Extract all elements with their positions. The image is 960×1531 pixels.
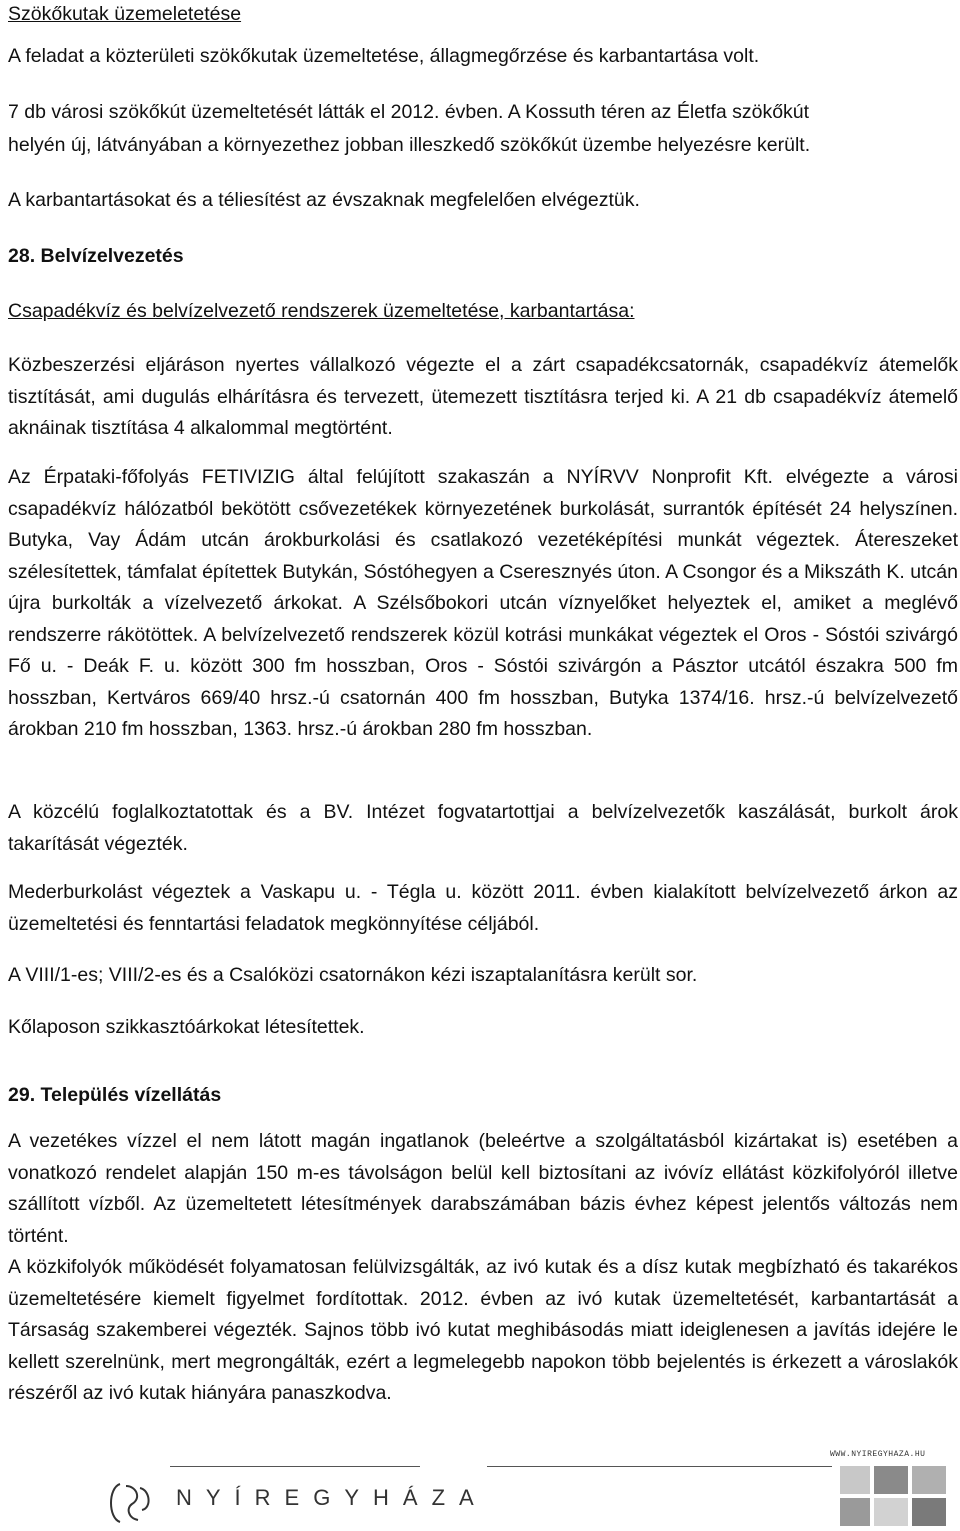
paragraph: Közbeszerzési eljáráson nyertes vállalkozó végezte el a zárt csapadékcsatornák, csapadékvíz átemelők tisztítását, ami dugulás elhárításra és tervezett, ütemezett tisztításra terjed ki. A 21 db csapadékvíz átemelő aknáinak tisztítása 4 alkalommal megtörtént.	[8, 354, 958, 439]
nyiregyhaza-logo-icon	[102, 1478, 162, 1528]
paragraph: A karbantartásokat és a téliesítést az évszaknak megfelelően elvégeztük.	[8, 189, 640, 211]
paragraph-line: helyén új, látványában a környezethez jobban illeszkedő szökőkút üzembe helyezésre került.	[8, 134, 811, 156]
paragraph: Kőlaposon szikkasztóárkokat létesítettek.	[8, 1016, 365, 1038]
paragraph: A VIII/1-es; VIII/2-es és a Csalóközi csatornákon kézi iszaptalanításra került sor.	[8, 964, 698, 986]
paragraph: Mederburkolást végeztek a Vaskapu u. - Tégla u. között 2011. évben kialakított belvízelvezető árkon az üzemeltetési és fenntartási feladatok megkönnyítése céljából.	[8, 881, 958, 935]
footer-brand: NYÍREGYHÁZA	[176, 1485, 488, 1510]
paragraph: A közcélú foglalkoztatottak és a BV. Intézet fogvatartottjai a belvízelvezetők kaszálását, burkolt árok takarítását végezték.	[8, 801, 958, 855]
decorative-squares-icon	[838, 1462, 948, 1528]
paragraph: A közkifolyók működését folyamatosan felülvizsgálták, az ivó kutak és a dísz kutak megbízható és takarékos üzemeltetésére kiemelt figyelmet fordítottak. 2012. évben az ivó kutak üzemeltetését, karbantartását a Társaság szakemberei végezték. Sajnos több ivó kutat meghibásodás miatt ideiglenesen a javítás idejére le kellett szerelnünk, mert megrongálták, ezért a legmelegebb napokon több bejelentés is érkezett a városlakók részéről az ivó kutak hiányára panaszkodva.	[8, 1256, 958, 1404]
paragraph-line: 7 db városi szökőkút üzemeltetését látták el 2012. évben. A Kossuth téren az Életfa szökőkút	[8, 101, 810, 123]
paragraph: A feladat a közterületi szökőkutak üzemeltetése, állagmegőrzése és karbantartása volt.	[8, 45, 760, 67]
footer-divider	[487, 1466, 832, 1467]
paragraph: A vezetékes vízzel el nem látott magán ingatlanok (beleértve a szolgáltatásból kizártakat is) esetében a vonatkozó rendelet alapján 150 m-es távolságon belül kell biztosítani az ivóvíz ellátást közkifolyóról illetve szállított vízből. Az üzemeltetett létesítmények darabszámában bázis évhez képest jelentős változás nem történt.	[8, 1130, 958, 1247]
section-heading-water-supply: 29. Település vízellátás	[8, 1084, 222, 1106]
footer-url: WWW.NYIREGYHAZA.HU	[830, 1450, 926, 1459]
subsection-heading: Csapadékvíz és belvízelvezető rendszerek üzemeltetése, karbantartása:	[8, 300, 635, 322]
section-heading-drainage: 28. Belvízelvezetés	[8, 245, 184, 267]
section-heading-fountains: Szökőkutak üzemeletetése	[8, 3, 242, 25]
paragraph: Az Érpataki-főfolyás FETIVIZIG által felújított szakaszán a NYÍRVV Nonprofit Kft. elvégezte a városi csapadékvíz hálózatból bekötött csővezetékek környezetének burkolását, surrantók építését 24 helyszínen. Butyka, Vay Ádám utcán árokburkolási és csatlakozó vezetéképítési munkát végeztek. Átereszeket szélesítettek, támfalat építettek Butykán, Sóstóhegyen a Cseresznyés úton. A Csongor és a Mikszáth K. utcán újra burkolták a vízelvezető árkokat. A Szélsőbokori utcán víznyelőket helyeztek el, amiket a meglévő rendszerre rákötöttek. A belvízelvezető rendszerek közül kotrási munkákat végeztek el Oros - Sóstói szivárgó Fő u. - Deák F. u. között 300 fm hosszban, Oros - Sóstói szivárgón a Pásztor utcától északra 500 fm hosszban, Kertváros 669/40 hrsz.-ú csatornán 400 fm hosszban, Butyka 1374/16. hrsz.-ú belvízelvezető árokban 210 fm hosszban, 1363. hrsz.-ú árokban 280 fm hosszban.	[8, 466, 958, 740]
footer-divider	[170, 1466, 420, 1467]
